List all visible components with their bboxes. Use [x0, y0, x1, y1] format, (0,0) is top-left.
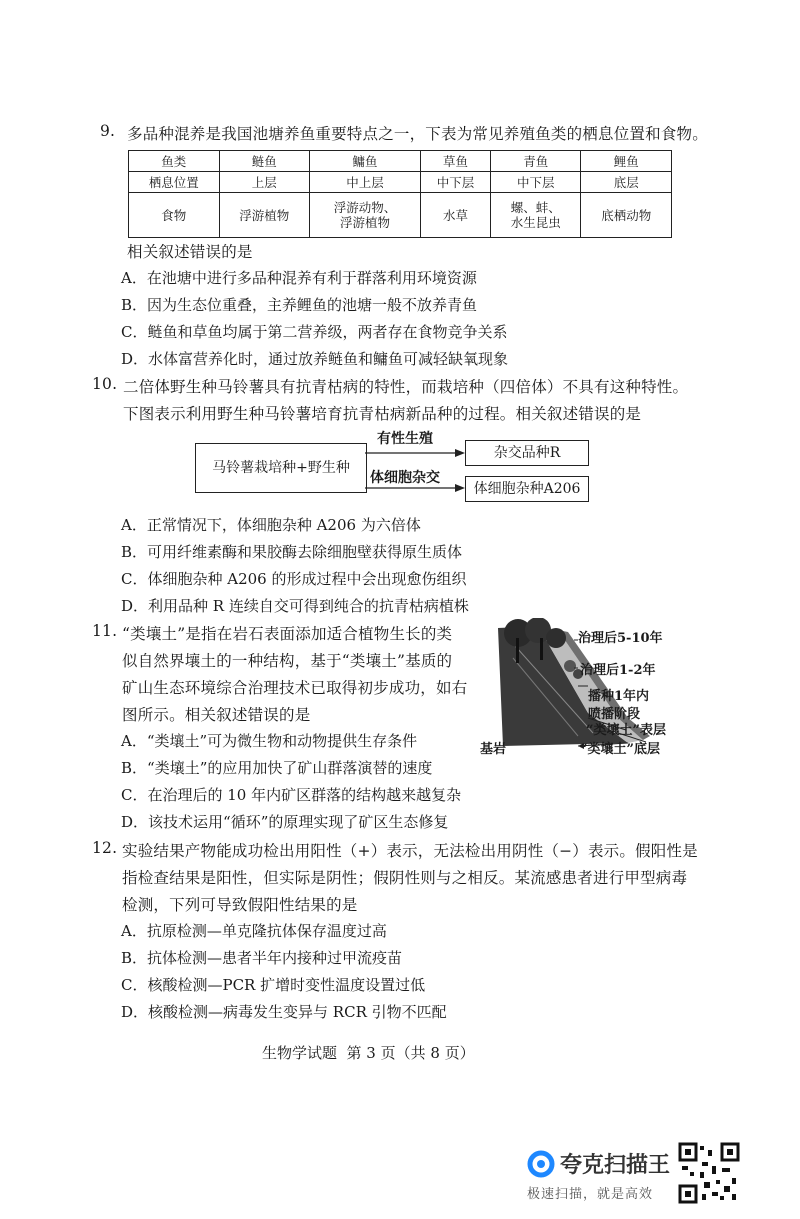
- diagram-arrow-label-fusion: 体细胞杂交: [370, 470, 440, 486]
- cell-line: 螺、蚌、: [510, 200, 561, 215]
- table-cell: 底栖动物: [581, 193, 672, 238]
- figure-label-5-10-years: 治理后5-10年: [578, 631, 663, 646]
- q10-option-b: B．可用纤维素酶和果胶酶去除细胞壁获得原生质体: [121, 543, 463, 561]
- q11-stem-line2: 似自然界壤土的一种结构，基于“类壤土”基质的: [122, 652, 453, 670]
- q11-stem-line1: “类壤土”是指在岩石表面添加适合植物生长的类: [122, 625, 453, 643]
- q11-number: 11.: [92, 622, 118, 640]
- q11-stem-line4: 图所示。相关叙述错误的是: [122, 706, 311, 724]
- diagram-arrow-label-sexual: 有性生殖: [377, 431, 433, 447]
- q10-option-a: A．正常情况下，体细胞杂种 A206 为六倍体: [121, 516, 421, 534]
- figure-label-bedrock: 基岩: [480, 742, 507, 757]
- table-cell: 中上层: [310, 172, 421, 193]
- table-cell: 鳙鱼: [310, 151, 421, 172]
- table-cell: 草鱼: [421, 151, 491, 172]
- q10-stem-line2: 下图表示利用野生种马铃薯培育抗青枯病新品种的过程。相关叙述错误的是: [123, 405, 642, 423]
- figure-label-1-2-years: 治理后1-2年: [580, 663, 656, 678]
- q10-stem-line1: 二倍体野生种马铃薯具有抗青枯病的特性，而栽培种（四倍体）不具有这种特性。: [123, 378, 689, 396]
- table-row: [129, 151, 672, 172]
- q10-option-c: C．体细胞杂种 A206 的形成过程中会出现愈伤组织: [121, 570, 467, 588]
- diagram-arrows: [365, 440, 465, 500]
- q11-stem-line3: 矿山生态环境综合治理技术已取得初步成功，如右: [122, 679, 468, 697]
- table-row: [129, 172, 672, 193]
- q9-option-b: B．因为生态位重叠，主养鲤鱼的池塘一般不放养青鱼: [121, 296, 478, 314]
- q9-option-a: A．在池塘中进行多品种混养有利于群落利用环境资源: [121, 269, 477, 287]
- table-cell: 底层: [581, 172, 672, 193]
- figure-label-sowing: 播种1年内: [588, 689, 650, 704]
- scanner-logo-icon: [527, 1150, 555, 1178]
- table-cell: 上层: [219, 172, 310, 193]
- fish-habitat-table: [128, 150, 672, 238]
- q9-number: 9.: [100, 122, 116, 140]
- table-cell: 中下层: [490, 172, 581, 193]
- q11-option-c: C．在治理后的 10 年内矿区群落的结构越来越复杂: [121, 786, 462, 804]
- q9-option-c: C．鲢鱼和草鱼均属于第二营养级，两者存在食物竞争关系: [121, 323, 508, 341]
- table-cell: 中下层: [421, 172, 491, 193]
- table-row: [129, 193, 672, 238]
- table-cell: 鲤鱼: [581, 151, 672, 172]
- cell-line: 浮游植物: [340, 215, 391, 230]
- figure-label-spraying: 喷播阶段: [588, 707, 641, 722]
- diagram-target-a206: 体细胞杂种A206: [465, 476, 589, 502]
- table-cell: [310, 193, 421, 238]
- q9-prompt: 相关叙述错误的是: [127, 243, 253, 261]
- q12-option-c: C．核酸检测—PCR 扩增时变性温度设置过低: [121, 976, 426, 994]
- table-cell: 鱼类: [129, 151, 220, 172]
- scanner-slogan: 极速扫描，就是高效: [527, 1187, 654, 1202]
- q12-number: 12.: [92, 839, 118, 857]
- table-cell: 浮游植物: [219, 193, 310, 238]
- table-cell: 青鱼: [490, 151, 581, 172]
- diagram-target-hybrid-r: 杂交品种R: [465, 440, 589, 466]
- table-cell: 水草: [421, 193, 491, 238]
- figure-label-surface-layer: “类壤土”表层: [586, 723, 666, 738]
- table-cell: 鲢鱼: [219, 151, 310, 172]
- q11-option-a: A．“类壤土”可为微生物和动物提供生存条件: [121, 732, 418, 750]
- q12-stem-line1: 实验结果产物能成功检出用阳性（+）表示，无法检出用阴性（−）表示。假阳性是: [122, 842, 698, 860]
- figure-label-bottom-layer: “类壤土”底层: [580, 742, 660, 757]
- page-footer: 生物学试题 第 3 页（共 8 页）: [262, 1044, 475, 1062]
- q12-option-d: D．核酸检测—病毒发生变异与 RCR 引物不匹配: [121, 1003, 447, 1021]
- q12-option-b: B．抗体检测—患者半年内接种过甲流疫苗: [121, 949, 403, 967]
- table-cell: 食物: [129, 193, 220, 238]
- q12-stem-line3: 检测，下列可导致假阳性结果的是: [122, 896, 358, 914]
- q10-option-d: D．利用品种 R 连续自交可得到纯合的抗青枯病植株: [121, 597, 469, 615]
- cell-line: 水生昆虫: [510, 215, 561, 230]
- q9-option-d: D．水体富营养化时，通过放养鲢鱼和鳙鱼可减轻缺氧现象: [121, 350, 509, 368]
- q9-stem: 多品种混养是我国池塘养鱼重要特点之一，下表为常见养殖鱼类的栖息位置和食物。: [127, 125, 708, 143]
- q11-option-b: B．“类壤土”的应用加快了矿山群落演替的速度: [121, 759, 433, 777]
- qr-code-icon: [678, 1142, 740, 1204]
- cell-line: 浮游动物、: [333, 200, 397, 215]
- table-cell: 栖息位置: [129, 172, 220, 193]
- table-cell: [490, 193, 581, 238]
- q11-option-d: D．该技术运用“循环”的原理实现了矿区生态修复: [121, 813, 449, 831]
- diagram-source-box: 马铃薯栽培种+野生种: [195, 443, 367, 493]
- q12-option-a: A．抗原检测—单克隆抗体保存温度过高: [121, 922, 387, 940]
- q10-number: 10.: [92, 375, 118, 393]
- q12-stem-line2: 指检查结果是阳性，但实际是阴性；假阴性则与之相反。某流感患者进行甲型病毒: [122, 869, 688, 887]
- scanner-brand: 夸克扫描王: [560, 1153, 671, 1178]
